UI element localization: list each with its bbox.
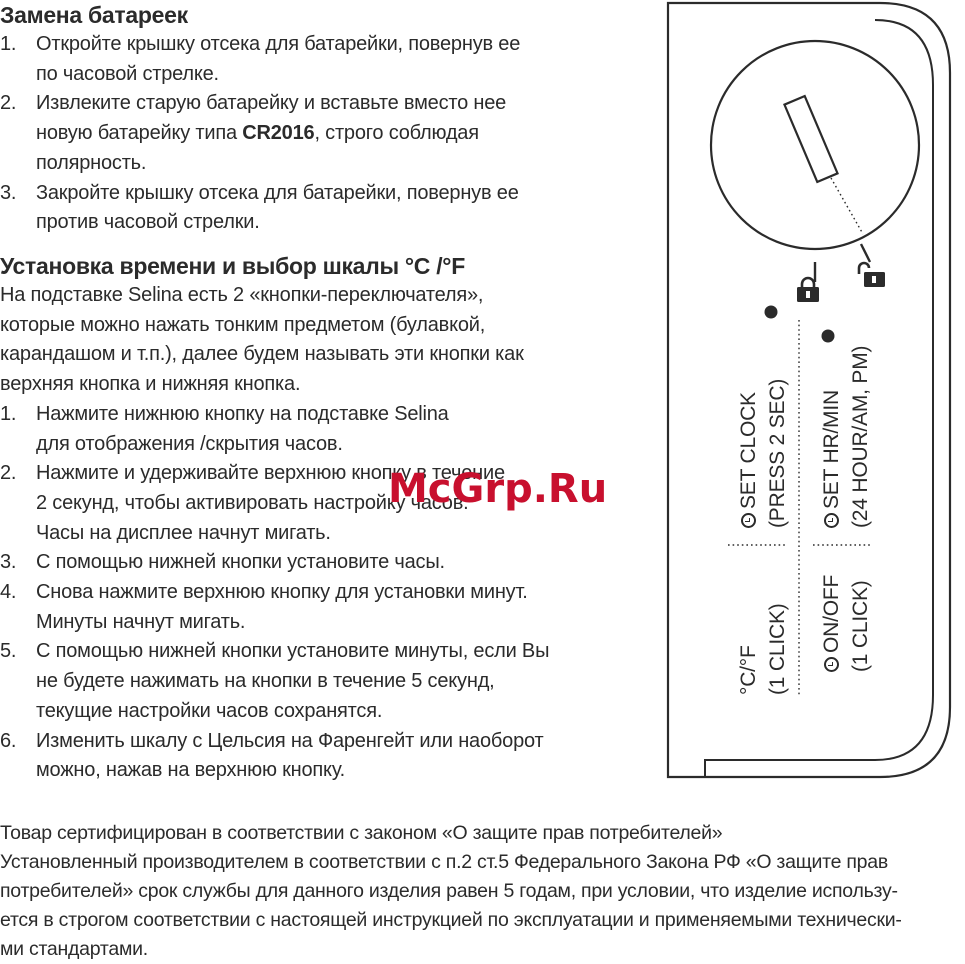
battery-step-1: [0, 30, 520, 89]
step-number: 3.: [0, 181, 17, 204]
step-text: полярность.: [36, 151, 147, 174]
label-line: SET CLOCK: [737, 392, 760, 509]
battery-section: [0, 0, 520, 238]
footer-line: потребителей» срок службы для данного изделия равен 5 годам, при условии, что изделие использу-: [0, 880, 898, 902]
label-line: (1 CLICK): [849, 580, 872, 672]
time-step-3: [0, 548, 549, 578]
step-text: Закройте крышку отсека для батарейки, повернув ее: [36, 181, 519, 204]
step-text: текущие настройки часов сохранятся.: [36, 699, 383, 722]
certification-footer: [0, 819, 965, 964]
upper-button-func2: [734, 603, 792, 695]
intro-text: верхняя кнопка и нижняя кнопка.: [0, 373, 301, 396]
battery-step-2: [0, 89, 520, 178]
step-number: 6.: [0, 729, 17, 752]
clock-icon: [824, 513, 839, 528]
step-text: Часы на дисплее начнут мигать.: [36, 521, 331, 544]
device-base-diagram: [665, 0, 965, 790]
battery-type: CR2016: [242, 122, 315, 145]
time-step-4: [0, 578, 549, 637]
step-text: С помощью нижней кнопки установите часы.: [36, 551, 445, 574]
step-text: против часовой стрелки.: [36, 211, 260, 234]
label-line: (1 CLICK): [766, 603, 789, 695]
time-title: Установка времени и выбор шкалы °C /°F: [0, 253, 465, 279]
step-number: 1.: [0, 33, 17, 55]
rotation-guide: [831, 178, 863, 234]
lower-button-func2: [817, 575, 875, 672]
label-line: SET HR/MIN: [820, 390, 843, 509]
time-step-6: [0, 727, 549, 786]
footer-line: ми стандартами.: [0, 938, 148, 960]
step-text: Снова нажмите верхнюю кнопку для установки минут.: [36, 581, 528, 604]
label-line: (PRESS 2 SEC): [766, 378, 789, 528]
battery-cover: [711, 41, 919, 249]
time-step-1: [0, 400, 549, 459]
battery-slot: [784, 96, 837, 182]
step-number: 4.: [0, 581, 17, 604]
footer-line: Товар сертифицирован в соответствии с законом «О защите прав потребителей»: [0, 822, 723, 844]
battery-step-3: [0, 179, 520, 238]
step-text: Извлеките старую батарейку и вставьте вместо нее: [36, 92, 507, 115]
step-text: 2 секунд, чтобы активировать настройку часов.: [36, 491, 469, 514]
upper-button-dot: [765, 306, 778, 319]
intro-text: На подставке Selina есть 2 «кнопки-переключателя»,: [0, 284, 484, 306]
step-text: С помощью нижней кнопки установите минуты, если Вы: [36, 640, 550, 663]
upper-button-func1: [734, 379, 792, 528]
step-text: по часовой стрелке.: [36, 62, 219, 85]
intro-text: карандашом и т.п.), далее будем называть эти кнопки как: [0, 343, 524, 366]
time-section: [0, 251, 549, 786]
clock-icon: [741, 513, 756, 528]
step-number: 2.: [0, 462, 17, 485]
step-text: Нажмите и удерживайте верхнюю кнопку в течение: [36, 462, 505, 485]
lower-button-func1: [817, 346, 875, 528]
step-text: можно, нажав на верхнюю кнопку.: [36, 759, 345, 782]
battery-title: Замена батареек: [0, 2, 188, 28]
step-text: [36, 119, 520, 149]
intro-text: которые можно нажать тонким предметом (булавкой,: [0, 313, 486, 336]
watermark: McGrp.Ru: [388, 466, 608, 512]
step-text-post: , строго соблюдая: [314, 122, 479, 145]
footer-line: Установленный производителем в соответствии с п.2 ст.5 Федерального Закона РФ «О защите прав: [0, 851, 888, 873]
footer-line: ется в строгом соответствии с настоящей инструкцией по эксплуатации и применяемыми технически-: [0, 909, 902, 931]
step-text: Изменить шкалу с Цельсия на Фаренгейт или наоборот: [36, 729, 544, 752]
step-text: Нажмите нижнюю кнопку на подставке Selina: [36, 402, 449, 425]
step-text: Откройте крышку отсека для батарейки, повернув ее: [36, 33, 521, 55]
step-number: 1.: [0, 402, 17, 425]
unlock-tick: [861, 244, 870, 262]
step-text: для отображения /скрытия часов.: [36, 432, 343, 455]
clock-icon: [824, 657, 839, 672]
lock-open-icon: [859, 263, 885, 287]
time-step-5: [0, 637, 549, 726]
step-text: не будете нажимать на кнопки в течение 5 секунд,: [36, 670, 495, 693]
device-outline: [668, 3, 950, 777]
label-line: ON/OFF: [820, 574, 843, 653]
step-number: 5.: [0, 640, 17, 663]
step-number: 3.: [0, 551, 17, 574]
step-number: 2.: [0, 92, 17, 115]
step-text: Минуты начнут мигать.: [36, 610, 246, 633]
step-text-pre: новую батарейку типа: [36, 122, 243, 145]
label-line: (24 HOUR/AM, PM): [849, 345, 872, 528]
label-line: °C/°F: [737, 645, 760, 695]
lower-button-dot: [822, 330, 835, 343]
